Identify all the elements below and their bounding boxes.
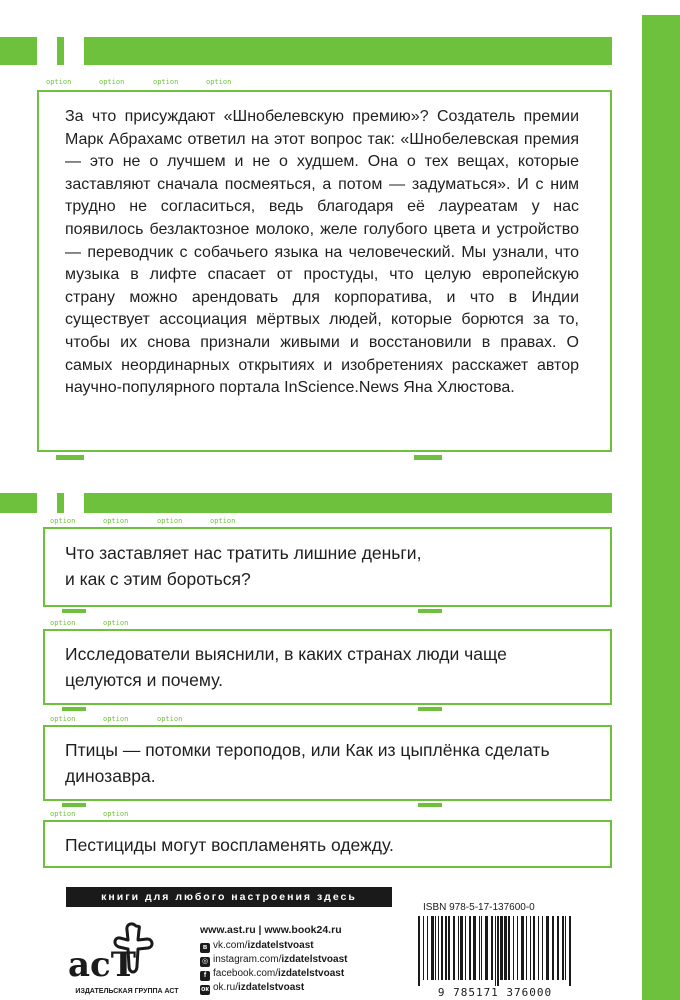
- social-link-facebook[interactable]: f facebook.com/izdatelstvoast: [200, 968, 344, 982]
- main-header-bar: [0, 37, 612, 65]
- barcode-bar: [431, 916, 434, 980]
- barcode-bar: [460, 916, 463, 980]
- publisher-caption: ИЗДАТЕЛЬСКАЯ ГРУППА АСТ: [75, 988, 179, 995]
- barcode-bar: [517, 916, 518, 980]
- social-link-instagram[interactable]: ◎ instagram.com/izdatelstvoast: [201, 954, 348, 965]
- barcode-number: 9 785171 376000: [437, 986, 553, 999]
- option-label: option: [206, 78, 232, 86]
- barcode-bar: [546, 916, 549, 980]
- barcode-bar: [504, 916, 507, 980]
- question-text: Птицы — потомки тероподов, или Как из цыплёнка сделать динозавра.: [65, 740, 550, 786]
- barcode-bar: [500, 916, 503, 980]
- barcode-bar: [473, 916, 476, 980]
- social-link-odnoklassniki[interactable]: ок ok.ru/izdatelstvoast: [201, 982, 305, 993]
- option-label: option: [50, 619, 76, 627]
- question-text: Пестициды могут воспламенять одежду.: [65, 835, 394, 855]
- barcode-bar: [538, 916, 539, 980]
- option-label: option: [46, 78, 72, 86]
- book-description: За что присуждают «Шнобелевскую премию»? Создатель премии Марк Абрахамс ответил на этот вопрос так: «Шнобелевская премия — это не о лучшем и не о худшем. Она о тех вещах, которые заставляют сначала посмеяться, а потом — задуматься». И с ним трудно не согласиться, ведь благодаря её лауреатам у нас появилось безлактозное молоко, желе голубого цвета и устройство — переводчик с собачьего языка на человеческий. Мы узнали, что музыка в лифте спасает от простуды, что целую европейскую страну можно арендовать для корпоратива, и что в Индии существует ассоциация мёртвых людей, которые борются за то, чтобы их снова признали живыми и восстановили в правах. О самых неординарных открытиях и изобретениях расскажет автор научно-популярного портала InScience.News Яна Хлюстова.: [65, 108, 579, 397]
- question-box: [43, 725, 612, 801]
- instagram-icon: ◎: [201, 958, 209, 965]
- barcode-bar: [495, 916, 496, 986]
- barcode-bar: [469, 916, 471, 980]
- barcode-bar: [552, 916, 554, 980]
- barcode-bar: [445, 916, 447, 980]
- barcode-bar: [497, 916, 499, 986]
- header-square: [64, 37, 84, 65]
- barcode-bar: [441, 916, 443, 980]
- option-label: option: [103, 619, 129, 627]
- social-link-vk[interactable]: в vk.com/izdatelstvoast: [200, 940, 314, 954]
- barcode-bar: [465, 916, 466, 980]
- box-tab: [418, 803, 442, 807]
- facebook-icon: f: [200, 971, 210, 981]
- barcode-bar: [485, 916, 488, 980]
- barcode-bar: [481, 916, 482, 980]
- barcode-bar: [458, 916, 459, 980]
- option-label: option: [153, 78, 179, 86]
- question-text: Исследователи выяснили, в каких странах люди чаще целуются и почему.: [65, 644, 507, 690]
- barcode-bar: [562, 916, 564, 980]
- logo-wordmark: acT: [68, 945, 137, 985]
- question-text: Что заставляет нас тратить лишние деньги, и как с этим бороться?: [65, 543, 422, 589]
- odnoklassniki-icon: ок: [201, 986, 209, 993]
- box-tab: [62, 609, 86, 613]
- barcode-bar: [565, 916, 566, 980]
- barcode-bar: [435, 916, 436, 980]
- box-tab: [62, 803, 86, 807]
- barcode-bar: [533, 916, 535, 980]
- option-label: option: [50, 517, 76, 525]
- description-box: [37, 90, 612, 452]
- header-square: [37, 37, 57, 65]
- barcode-bar: [423, 916, 424, 980]
- barcode-bar: [542, 916, 543, 980]
- isbn: ISBN 978-5-17-137600-0: [423, 902, 535, 913]
- barcode-bar: [557, 916, 559, 980]
- header-square: [37, 493, 57, 513]
- question-box: [43, 629, 612, 705]
- box-tab: [56, 455, 84, 460]
- barcode-bar: [448, 916, 450, 980]
- barcode-bar: [508, 916, 510, 980]
- barcode-bar: [569, 916, 571, 986]
- barcode-bar: [491, 916, 493, 980]
- barcode-bar: [526, 916, 527, 980]
- option-label: option: [210, 517, 236, 525]
- option-label: option: [99, 78, 125, 86]
- option-label: option: [103, 715, 129, 723]
- box-tab: [418, 609, 442, 613]
- header-square: [64, 493, 84, 513]
- option-label: option: [157, 715, 183, 723]
- barcode-bar: [513, 916, 514, 980]
- slogan-banner: книги для любого настроения здесь: [66, 887, 392, 907]
- barcode-bar: [521, 916, 524, 980]
- box-tab: [414, 455, 442, 460]
- question-box: [43, 820, 612, 868]
- barcode-bar: [530, 916, 531, 980]
- barcode-bar: [438, 916, 439, 980]
- vk-icon: в: [200, 943, 210, 953]
- barcode: [410, 916, 580, 990]
- option-label: option: [157, 517, 183, 525]
- barcode-bar: [427, 916, 428, 980]
- barcode-bar: [479, 916, 480, 980]
- barcode-bar: [418, 916, 420, 986]
- barcode-bar: [453, 916, 455, 980]
- question-box: [43, 527, 612, 607]
- option-label: option: [50, 810, 76, 818]
- option-label: option: [103, 517, 129, 525]
- box-tab: [62, 707, 86, 711]
- option-label: option: [103, 810, 129, 818]
- questions-header-bar: [0, 493, 612, 513]
- option-label: option: [50, 715, 76, 723]
- box-tab: [418, 707, 442, 711]
- publisher-websites[interactable]: www.ast.ru | www.book24.ru: [200, 924, 342, 936]
- right-green-stripe: [642, 15, 680, 1000]
